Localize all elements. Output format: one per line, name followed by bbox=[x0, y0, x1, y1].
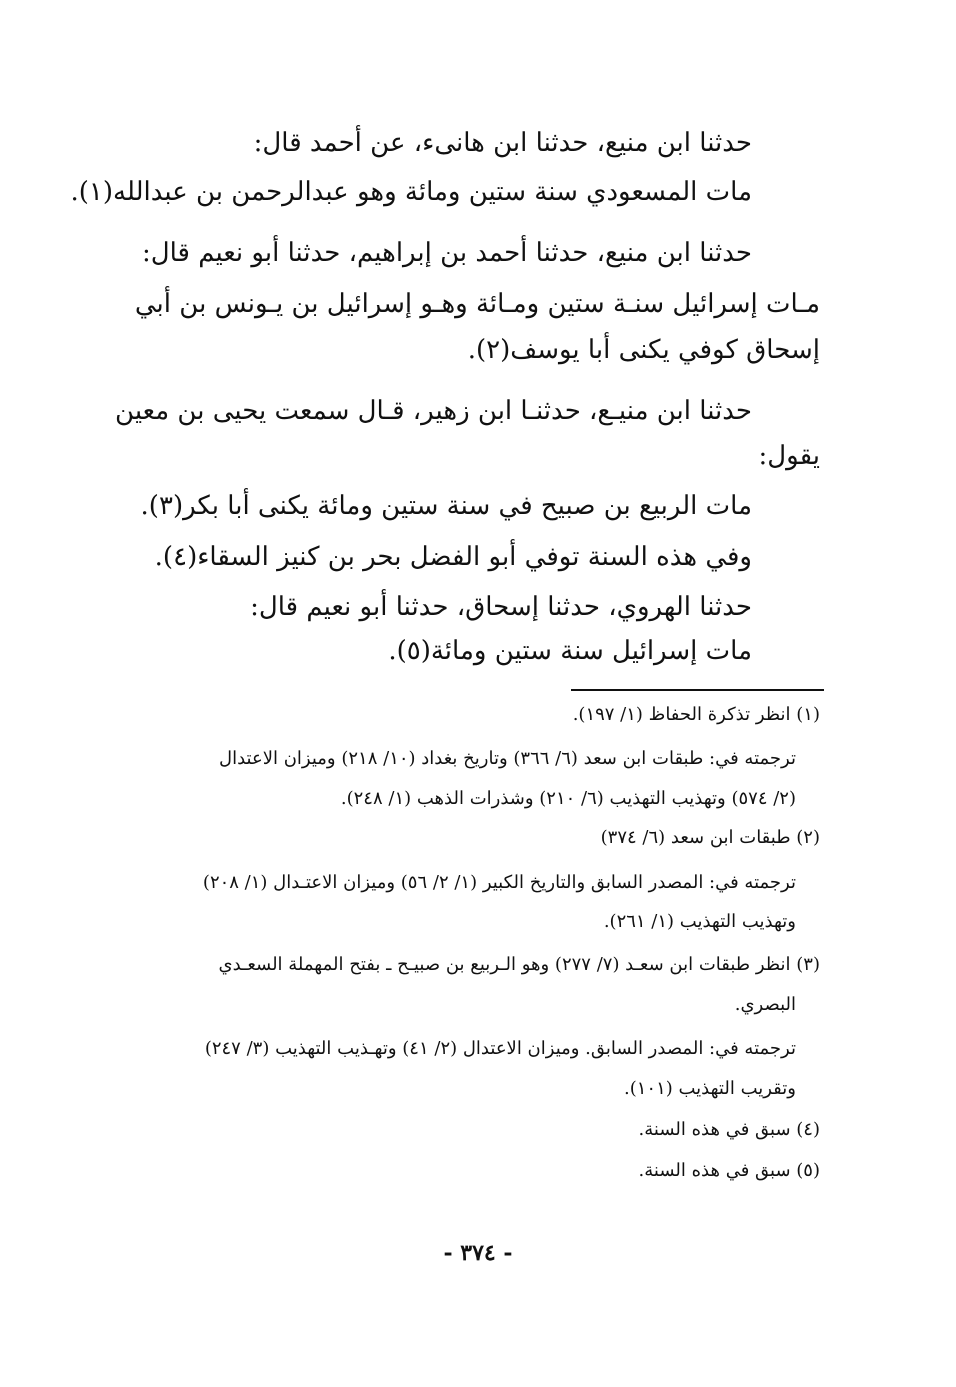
footnote-line-12: (٥) سبق في هذه السنة. bbox=[638, 1160, 820, 1181]
footnote-line-11: (٤) سبق في هذه السنة. bbox=[638, 1119, 820, 1140]
footnote-line-2: ترجمته في: طبقات ابن سعد (٦/ ٣٦٦) وتاريخ بغداد (١٠/ ٢١٨) وميزان الاعتدال bbox=[219, 748, 796, 769]
footnote-line-6: وتهذيب التهذيب (١/ ٢٦١). bbox=[603, 911, 796, 932]
page-number: - ٣٧٤ - bbox=[443, 1240, 513, 1266]
main-text-line-7: يقول: bbox=[758, 441, 820, 471]
main-text-line-1: حدثنا ابن منيع، حدثنا ابن هانىء، عن أحمد قال: bbox=[253, 128, 752, 158]
footnote-line-1: (١) انظر تذكرة الحفاظ (١/ ١٩٧). bbox=[572, 704, 820, 725]
main-text-line-3: حدثنا ابن منيع، حدثنا أحمد بن إبراهيم، حدثنا أبو نعيم قال: bbox=[141, 238, 752, 268]
footnote-line-9: ترجمته في: المصدر السابق. وميزان الاعتدال (٢/ ٤١) وتهـذيب التهذيب (٣/ ٢٤٧) bbox=[204, 1038, 796, 1059]
footnote-line-10: وتقريب التهذيب (١٠١). bbox=[623, 1078, 796, 1099]
main-text-line-5: إسحاق كوفي يكنى أبا يوسف(٢). bbox=[467, 335, 820, 365]
footnote-separator bbox=[571, 689, 824, 691]
main-text-line-2: مات المسعودي سنة ستين ومائة وهو عبدالرحمن بن عبدالله(١). bbox=[70, 177, 752, 207]
main-text-line-8: مات الربيع بن صبيح في سنة ستين ومائة يكنى أبا بكر(٣). bbox=[140, 491, 752, 521]
footnote-line-8: البصري. bbox=[734, 994, 796, 1015]
main-text-line-4: مـات إسرائيل سنـة ستين ومـائة وهـو إسرائيل بن يـونس بن أبي bbox=[134, 289, 820, 319]
main-text-line-6: حدثنا ابن منيـع، حدثنـا ابن زهير، قـال سمعت يحيى بن معين bbox=[115, 396, 752, 426]
footnote-line-5: ترجمته في: المصدر السابق والتاريخ الكبير (١/ ٢/ ٥٦) وميزان الاعتـدال (١/ ٢٠٨) bbox=[202, 872, 796, 893]
footnote-line-3: (٢/ ٥٧٤) وتهذيب التهذيب (٦/ ٢١٠) وشذرات الذهب (١/ ٢٤٨). bbox=[340, 788, 796, 809]
main-text-line-10: حدثنا الهروي، حدثنا إسحاق، حدثنا أبو نعيم قال: bbox=[250, 592, 752, 622]
main-text-line-11: مات إسرائيل سنة ستين ومائة(٥). bbox=[388, 636, 752, 666]
footnote-line-7: (٣) انظر طبقات ابن سعـد (٧/ ٢٧٧) وهو الـربيع بن صبيـح ـ بفتح المهملة السعـدي bbox=[218, 954, 820, 975]
main-text-line-9: وفي هذه السنة توفي أبو الفضل بحر بن كنيز السقاء(٤). bbox=[154, 542, 752, 572]
footnote-line-4: (٢) طبقات ابن سعد (٦/ ٣٧٤) bbox=[600, 827, 820, 848]
